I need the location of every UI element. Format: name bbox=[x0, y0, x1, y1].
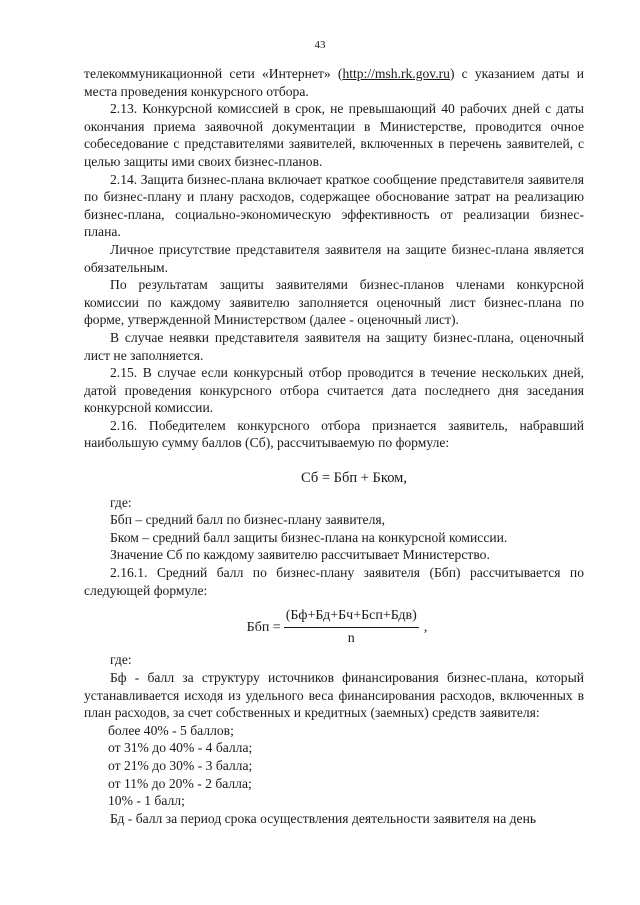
document-body bbox=[84, 65, 584, 827]
formula-bbp-numerator: (Бф+Бд+Бч+Бсп+Бдв) bbox=[284, 607, 419, 628]
paragraph-intro-after: ) с указанием даты и места проведения конкурсного отбора. bbox=[84, 66, 584, 99]
formula-bbp-tail: , bbox=[423, 619, 428, 635]
list-item: от 31% до 40% - 4 балла; bbox=[108, 740, 253, 756]
definition-bbp: Ббп – средний балл по бизнес-плану заявителя, bbox=[110, 512, 386, 528]
paragraph-presence: Личное присутствие представителя заявителя на защите бизнес-плана является обязательным. bbox=[84, 241, 584, 275]
list-item: более 40% - 5 баллов; bbox=[108, 722, 234, 738]
formula-bbp-denominator: n bbox=[347, 630, 355, 646]
paragraph-2-16: 2.16. Победителем конкурсного отбора признается заявитель, набравший наибольшую сумму баллов (Сб), рассчитываемую по формуле: bbox=[84, 417, 584, 451]
list-item: от 11% до 20% - 2 балла; bbox=[108, 775, 252, 791]
formula-bbp-fraction bbox=[284, 607, 419, 647]
where-label-1: где: bbox=[110, 494, 132, 510]
paragraph-intro bbox=[84, 65, 584, 100]
paragraph-2-15: 2.15. В случае если конкурсный отбор проводится в течение нескольких дней, датой проведения конкурсного отбора считается дата последнего дня заседания конкурсной комиссии. bbox=[84, 365, 584, 416]
formula-bbp-lhs: Ббп = bbox=[246, 619, 281, 635]
ministry-website-link[interactable]: http://msh.rk.gov.ru bbox=[342, 66, 450, 81]
definition-bd: Бд - балл за период срока осуществления деятельности заявителя на день bbox=[110, 810, 537, 826]
definition-bf: Бф - балл за структуру источников финансирования бизнес-плана, который устанавливается исходя из удельного веса финансирования расходов, включенных в план расходов, за счет собственных и кредитных (заемных) средств заявителя: bbox=[84, 670, 584, 721]
list-item: 10% - 1 балл; bbox=[108, 793, 185, 809]
formula-total-score: Сб = Ббп + Бком, bbox=[301, 470, 407, 487]
list-item: от 21% до 30% - 3 балла; bbox=[108, 757, 253, 773]
paragraph-results: По результатам защиты заявителями бизнес-планов членами конкурсной комиссии по каждому заявителю заполняется оценочный лист бизнес-плана по форме, утвержденной Министерством (далее - оценочный лист). bbox=[84, 277, 584, 328]
paragraph-absence: В случае неявки представителя заявителя на защиту бизнес-плана, оценочный лист не заполняется. bbox=[84, 329, 584, 363]
where-label-2: где: bbox=[110, 652, 132, 668]
page-number: 43 bbox=[314, 39, 326, 51]
paragraph-2-13: 2.13. Конкурсной комиссией в срок, не превышающий 40 рабочих дней с даты окончания приема заявочной документации в Министерстве, проводится очное собеседование с представителями заявителей, включенных в перечень заявителей, с целью защиты ими своих бизнес-планов. bbox=[84, 101, 584, 169]
paragraph-intro-text: телекоммуникационной сети «Интернет» ( bbox=[84, 66, 343, 81]
paragraph-score-calc: Значение Сб по каждому заявителю рассчитывает Министерство. bbox=[110, 547, 490, 563]
paragraph-2-16-1: 2.16.1. Средний балл по бизнес-плану заявителя (Ббп) рассчитывается по следующей формуле: bbox=[84, 565, 584, 598]
definition-bkom: Бком – средний балл защиты бизнес-плана на конкурсной комиссии. bbox=[110, 529, 508, 545]
paragraph-2-14: 2.14. Защита бизнес-плана включает краткое сообщение представителя заявителя по бизнес-плану и плану расходов, содержащее обоснование затрат на реализацию бизнес-плана, социально-экономическую эффективность от реализации бизнес-плана. bbox=[84, 171, 584, 240]
formula-bbp bbox=[84, 607, 584, 647]
